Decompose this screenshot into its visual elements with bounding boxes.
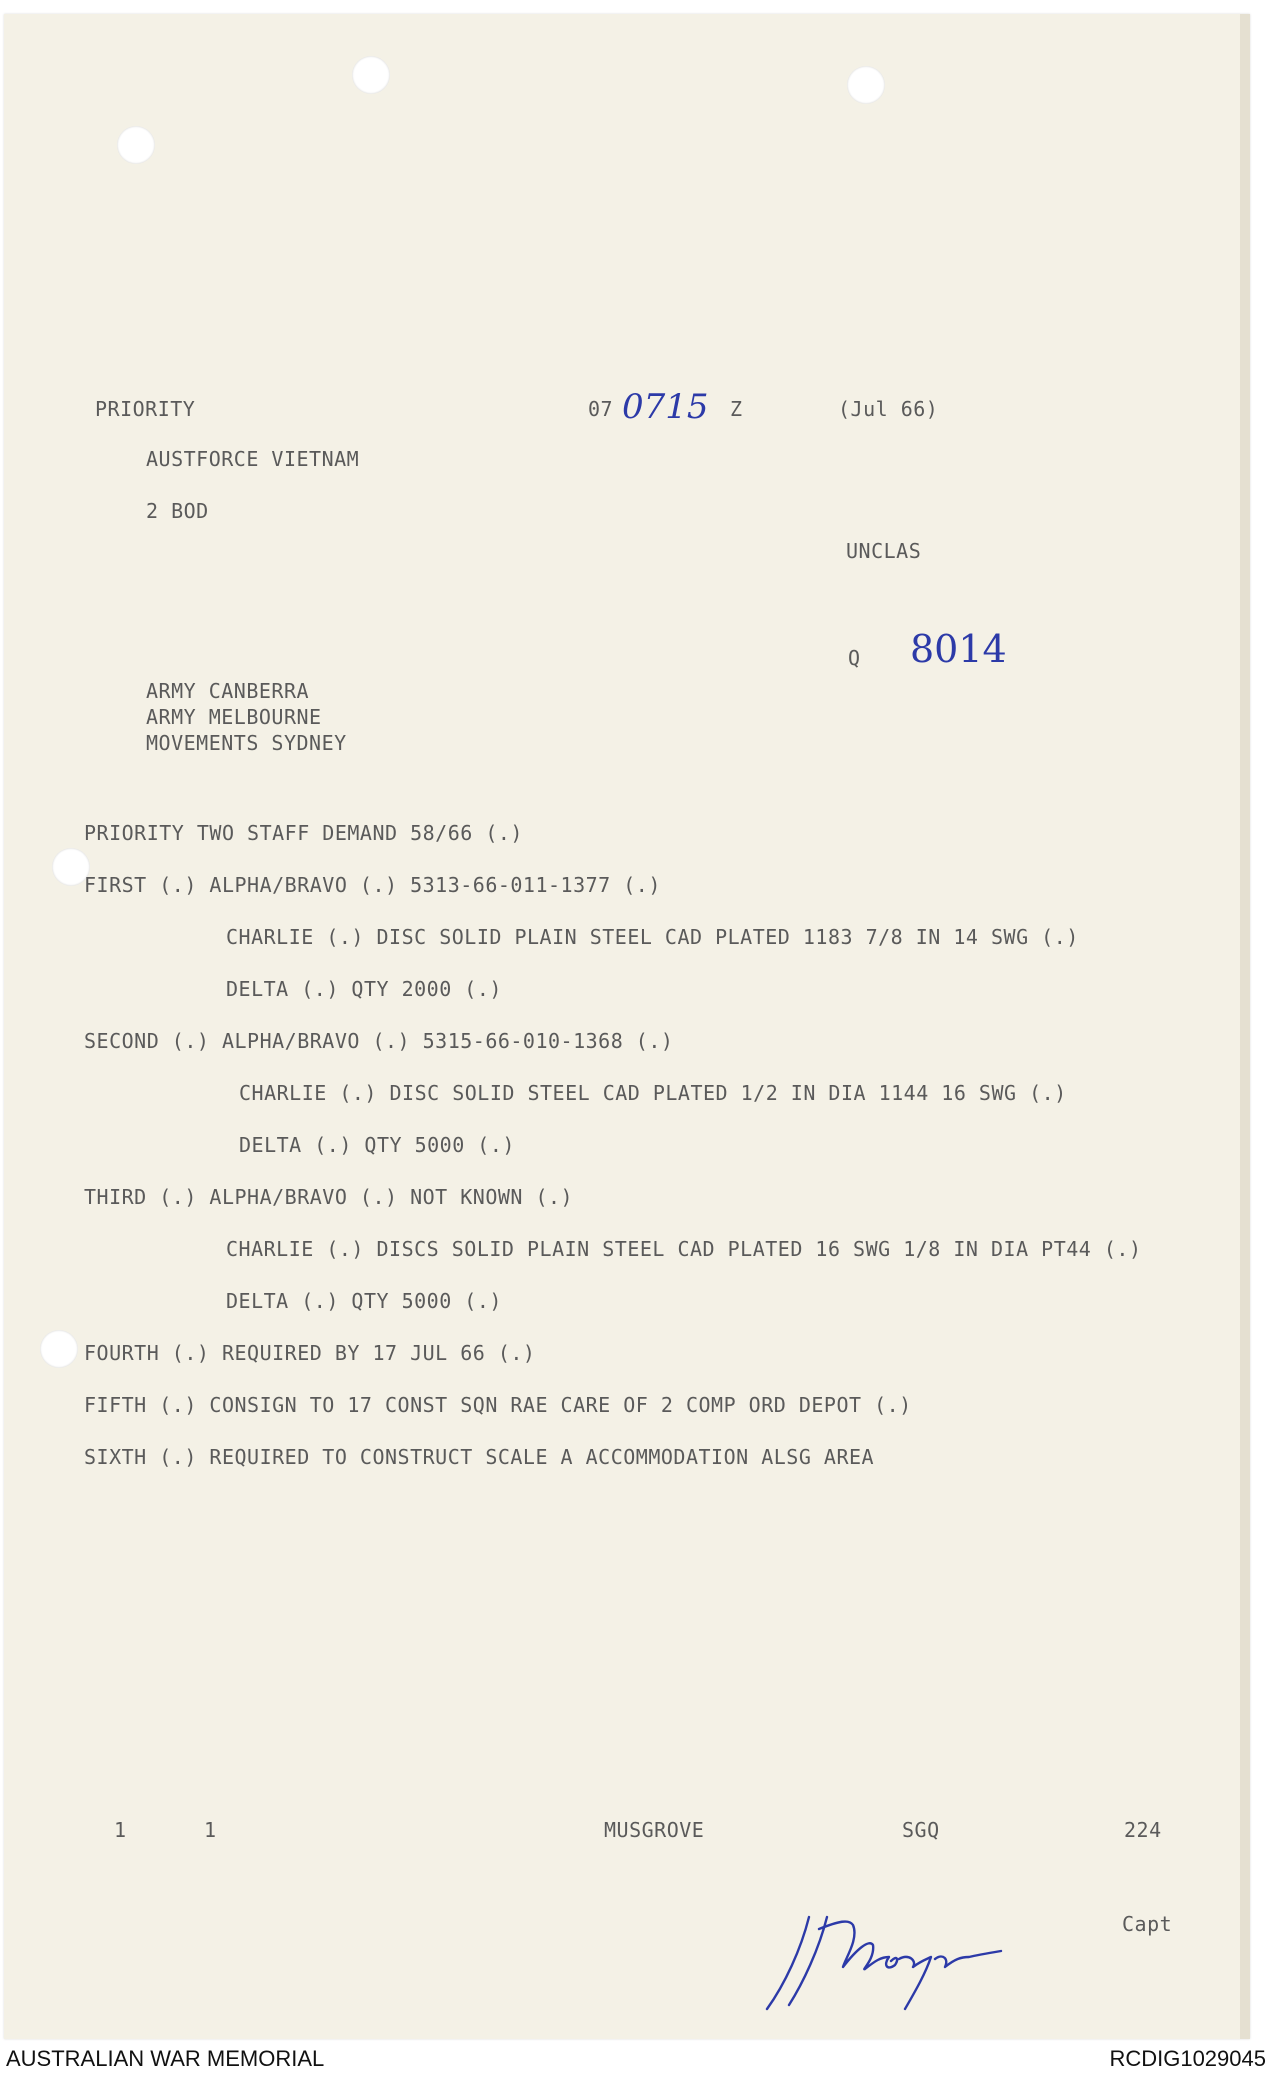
release-name: MUSGROVE bbox=[604, 1818, 705, 1842]
body-line: SECOND (.) ALPHA/BRAVO (.) 5315-66-010-1368 (.) bbox=[84, 1029, 674, 1053]
release-appointment: SGQ bbox=[902, 1818, 940, 1842]
body-line: THIRD (.) ALPHA/BRAVO (.) NOT KNOWN (.) bbox=[84, 1185, 574, 1209]
body-line: DELTA (.) QTY 5000 (.) bbox=[226, 1289, 502, 1313]
dtg-month: (Jul 66) bbox=[838, 397, 939, 421]
release-col1: 1 bbox=[114, 1818, 127, 1842]
footer-credit: AUSTRALIAN WAR MEMORIAL bbox=[6, 2046, 325, 2071]
from-line: AUSTFORCE VIETNAM bbox=[146, 447, 360, 471]
body-line: SIXTH (.) REQUIRED TO CONSTRUCT SCALE A ACCOMMODATION ALSG AREA bbox=[84, 1445, 875, 1469]
release-col2: 1 bbox=[204, 1818, 217, 1842]
classification: UNCLAS bbox=[846, 539, 922, 563]
body-line: CHARLIE (.) DISC SOLID STEEL CAD PLATED 1/2 IN DIA 1144 16 SWG (.) bbox=[239, 1081, 1067, 1105]
release-phone: 224 bbox=[1124, 1818, 1162, 1842]
release-rank: Capt bbox=[1122, 1912, 1173, 1936]
footer-id: RCDIG1029045 bbox=[1109, 2046, 1266, 2071]
addressee: ARMY CANBERRA bbox=[146, 679, 310, 703]
page-edge bbox=[1240, 14, 1250, 2039]
body-line: FIFTH (.) CONSIGN TO 17 CONST SQN RAE CARE OF 2 COMP ORD DEPOT (.) bbox=[84, 1393, 912, 1417]
punch-hole bbox=[40, 1330, 78, 1368]
body-line: DELTA (.) QTY 5000 (.) bbox=[239, 1133, 515, 1157]
addressee: ARMY MELBOURNE bbox=[146, 705, 322, 729]
punch-hole bbox=[352, 56, 390, 94]
body-line: FIRST (.) ALPHA/BRAVO (.) 5313-66-011-1377 (.) bbox=[84, 873, 661, 897]
document-page bbox=[4, 14, 1250, 2039]
dtg-handwritten: 0715 bbox=[622, 387, 709, 427]
punch-hole bbox=[117, 126, 155, 164]
body-line: CHARLIE (.) DISCS SOLID PLAIN STEEL CAD PLATED 16 SWG 1/8 IN DIA PT44 (.) bbox=[226, 1237, 1142, 1261]
dtg-prefix: 07 bbox=[588, 397, 614, 421]
body-line: DELTA (.) QTY 2000 (.) bbox=[226, 977, 502, 1001]
precedence: PRIORITY bbox=[95, 397, 196, 421]
ref-prefix: Q bbox=[848, 646, 861, 670]
from-line: 2 BOD bbox=[146, 499, 209, 523]
ref-handwritten: 8014 bbox=[910, 627, 1007, 671]
punch-hole bbox=[847, 66, 885, 104]
dtg-zone: Z bbox=[730, 397, 743, 421]
signature bbox=[749, 1909, 1029, 2019]
body-line: CHARLIE (.) DISC SOLID PLAIN STEEL CAD PLATED 1183 7/8 IN 14 SWG (.) bbox=[226, 925, 1079, 949]
body-line: PRIORITY TWO STAFF DEMAND 58/66 (.) bbox=[84, 821, 523, 845]
addressee: MOVEMENTS SYDNEY bbox=[146, 731, 347, 755]
body-line: FOURTH (.) REQUIRED BY 17 JUL 66 (.) bbox=[84, 1341, 536, 1365]
